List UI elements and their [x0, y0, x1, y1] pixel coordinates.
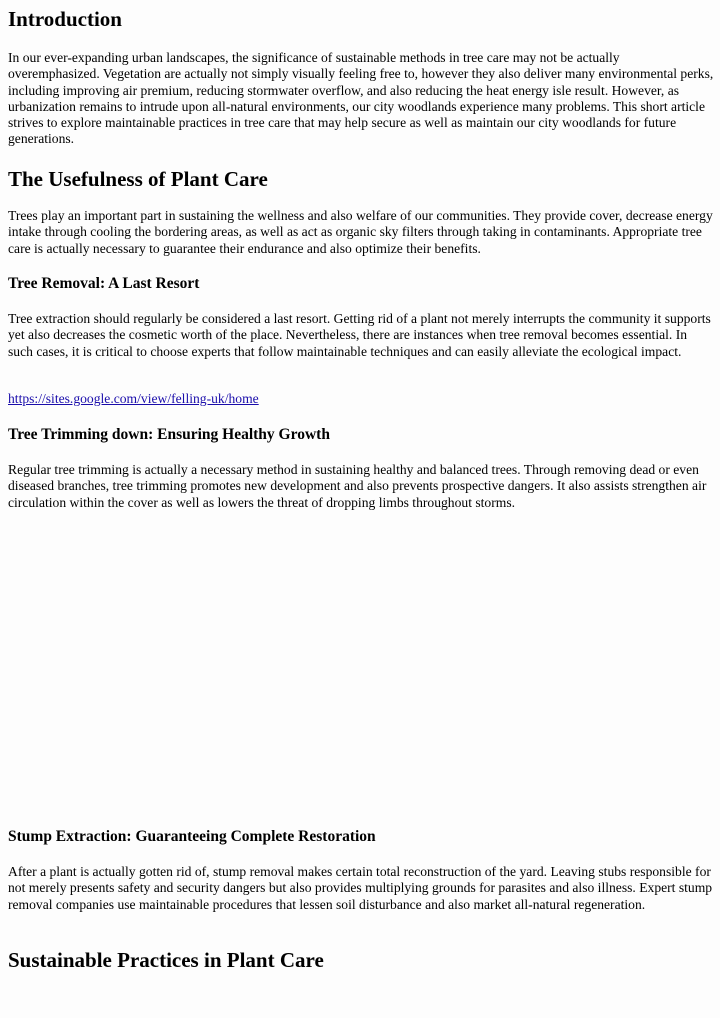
intro-paragraph: In our ever-expanding urban landscapes, the significance of sustainable methods in tree care may not be actually overemphasized. Vegetation are actually not simply visually feeling free to, however they also deliver many environmental perks, including improving air premium, reducing stormwater overflow, and also reducing the heat energy isle result. However, as urbanization remains to intrude upon all-natural environments, our city woodlands experience many problems. This short article strives to explore maintainable practices in tree care that may help secure as well as maintain our city woodlands for future generations.	[8, 50, 714, 147]
removal-heading: Tree Removal: A Last Resort	[8, 275, 200, 292]
removal-paragraph: Tree extraction should regularly be considered a last resort. Getting rid of a plant not merely interrupts the community it supports yet also decreases the cosmetic worth of the place. Nevertheless, there are instances when tree removal becomes essential. In such cases, it is critical to choose experts that follow maintainable techniques and can easily alleviate the ecological impact.	[8, 311, 711, 359]
stump-paragraph: After a plant is actually gotten rid of, stump removal makes certain total reconstruction of the yard. Leaving stubs responsible for not merely presents safety and security dangers but also provides multiplying grounds for parasites and also illness. Expert stump removal companies use maintainable procedures that lessen soil disturbance and also market all-natural regeneration.	[8, 864, 713, 912]
sustainable-heading: Sustainable Practices in Plant Care	[8, 948, 324, 972]
intro-heading: Introduction	[8, 7, 122, 31]
usefulness-paragraph: Trees play an important part in sustaining the wellness and also welfare of our communities. They provide cover, decrease energy intake through cooling the bordering areas, as well as act as organic sky filters through taking in contaminants. Appropriate tree care is actually necessary to guarantee their endurance and also optimize their benefits.	[8, 208, 713, 256]
stump-heading: Stump Extraction: Guaranteeing Complete Restoration	[8, 828, 376, 845]
trimming-paragraph: Regular tree trimming is actually a necessary method in sustaining healthy and balanced trees. Through removing dead or even diseased branches, tree trimming promotes new development and also prevents prospective dangers. It also assists strengthen air circulation within the cover as well as lowers the threat of dropping limbs throughout storms.	[8, 462, 707, 510]
felling-link[interactable]: https://sites.google.com/view/felling-uk/home	[8, 391, 259, 406]
usefulness-heading: The Usefulness of Plant Care	[8, 167, 268, 191]
trimming-heading: Tree Trimming down: Ensuring Healthy Growth	[8, 426, 330, 443]
blank-image-area	[8, 522, 712, 822]
